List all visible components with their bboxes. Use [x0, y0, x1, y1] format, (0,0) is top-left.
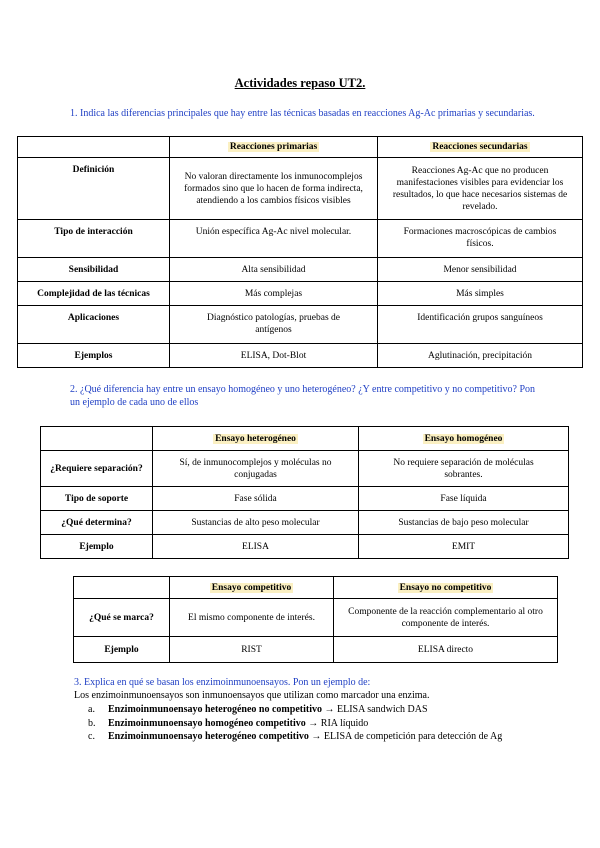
- list-item-term: Enzimoinmunoensayo heterogéneo no competitivo: [108, 704, 322, 715]
- table-header-cell: [359, 427, 569, 451]
- row-label: Ejemplos: [18, 344, 170, 368]
- page-title: Actividades repaso UT2.: [234, 76, 366, 90]
- row-label: Sensibilidad: [18, 258, 170, 282]
- table-cell: Reacciones Ag-Ac que no producen manifestaciones visibles para evidenciar los resultados, lo que hace necesarios sistemas de revelado.: [378, 158, 583, 220]
- table-cell: ELISA directo: [334, 637, 558, 663]
- table-cell: Más simples: [378, 282, 583, 306]
- list-item-example: → ELISA sandwich DAS: [321, 704, 428, 715]
- table-cell: Formaciones macroscópicas de cambios físicos.: [378, 220, 583, 258]
- row-label: Ejemplo: [41, 535, 153, 559]
- list-marker: a.: [88, 704, 95, 715]
- question-2: 2. ¿Qué diferencia hay entre un ensayo homogéneo y uno heterogéneo? ¿Y entre competitivo y no competitivo? Pon un ejemplo de cada uno de ellos: [70, 384, 536, 408]
- header-label: Ensayo heterogéneo: [215, 433, 296, 444]
- table-header-cell: [334, 577, 558, 599]
- list-marker: b.: [88, 717, 96, 729]
- list-item: [88, 703, 528, 717]
- table-header-cell: [170, 577, 334, 599]
- table-row: [41, 487, 569, 511]
- table-cell: Sustancias de alto peso molecular: [153, 511, 359, 535]
- table-row: [41, 451, 569, 487]
- table-header-row: [74, 577, 558, 599]
- row-label: Aplicaciones: [18, 306, 170, 344]
- table-heterogeneous-homogeneous: [40, 426, 569, 559]
- table-row: [74, 599, 558, 637]
- row-label: ¿Requiere separación?: [41, 451, 153, 487]
- answer-3-intro: Los enzimoinmunoensayos son inmunoensayos que utilizan como marcador una enzima.: [74, 690, 430, 701]
- table-cell: Más complejas: [170, 282, 378, 306]
- table-cell: Fase sólida: [153, 487, 359, 511]
- row-label: Tipo de interacción: [18, 220, 170, 258]
- table-header-row: [41, 427, 569, 451]
- table-row: [18, 258, 583, 282]
- table-row: [18, 306, 583, 344]
- row-label: ¿Qué determina?: [41, 511, 153, 535]
- table-cell: Alta sensibilidad: [170, 258, 378, 282]
- header-label: Reacciones primarias: [229, 142, 318, 152]
- list-marker: c.: [88, 731, 95, 742]
- table-cell: Fase líquida: [359, 487, 569, 511]
- header-label: Ensayo competitivo: [211, 582, 292, 593]
- table-cell: Aglutinación, precipitación: [378, 344, 583, 368]
- table-row: [18, 282, 583, 306]
- table-cell: Menor sensibilidad: [378, 258, 583, 282]
- list-item: [88, 717, 528, 731]
- table-cell: EMIT: [359, 535, 569, 559]
- table-header-cell: [74, 577, 170, 599]
- table-row: [18, 344, 583, 368]
- table-cell: El mismo componente de interés.: [170, 599, 334, 637]
- row-label: ¿Qué se marca?: [74, 599, 170, 637]
- table-header-cell: [170, 137, 378, 158]
- list-item-example: → ELISA de competición para detección de Ag: [308, 731, 503, 742]
- table-row: [18, 220, 583, 258]
- row-label: Tipo de soporte: [41, 487, 153, 511]
- row-label: Ejemplo: [74, 637, 170, 663]
- table-row: [41, 511, 569, 535]
- table-header-cell: [18, 137, 170, 158]
- row-label: Definición: [18, 158, 170, 220]
- header-label: Ensayo no competitivo: [399, 582, 492, 593]
- table-cell: RIST: [170, 637, 334, 663]
- question-1: 1. Indica las diferencias principales que hay entre las técnicas basadas en reacciones Ag-Ac primarias y secundarias.: [70, 108, 535, 119]
- row-label: Complejidad de las técnicas: [18, 282, 170, 306]
- table-cell: No requiere separación de moléculas sobrantes.: [359, 451, 569, 487]
- table-header-cell: [153, 427, 359, 451]
- table-cell: Sí, de inmunocomplejos y moléculas no conjugadas: [153, 451, 359, 487]
- table-cell: Identificación grupos sanguíneos: [378, 306, 583, 344]
- table-row: [41, 535, 569, 559]
- table-cell: No valoran directamente los inmunocomplejos formados sino que lo hacen de forma indirecta, atendiendo a los cambios físicos visibles: [170, 158, 378, 220]
- table-competitive-noncompetitive: [73, 576, 558, 663]
- table-cell: Componente de la reacción complementario al otro componente de interés.: [334, 599, 558, 637]
- table-primary-secondary-reactions: [17, 136, 583, 368]
- table-header-row: [18, 137, 583, 158]
- table-cell: ELISA: [153, 535, 359, 559]
- enzyme-immunoassay-list: [88, 703, 528, 744]
- header-label: Reacciones secundarias: [432, 142, 528, 152]
- table-row: [18, 158, 583, 220]
- table-row: [74, 637, 558, 663]
- list-item-example: → RIA líquido: [305, 717, 369, 729]
- list-item-term: Enzimoinmunoensayo homogéneo competitivo: [108, 717, 306, 729]
- question-3: 3. Explica en qué se basan los enzimoinmunoensayos. Pon un ejemplo de:: [74, 677, 371, 688]
- table-cell: Sustancias de bajo peso molecular: [359, 511, 569, 535]
- table-header-cell: [378, 137, 583, 158]
- list-item: [88, 730, 528, 744]
- table-header-cell: [41, 427, 153, 451]
- list-item-term: Enzimoinmunoensayo heterogéneo competitivo: [108, 731, 309, 742]
- table-cell: Diagnóstico patologías, pruebas de antígenos: [170, 306, 378, 344]
- table-cell: ELISA, Dot-Blot: [170, 344, 378, 368]
- header-label: Ensayo homogéneo: [424, 433, 503, 444]
- table-cell: Unión específica Ag-Ac nivel molecular.: [170, 220, 378, 258]
